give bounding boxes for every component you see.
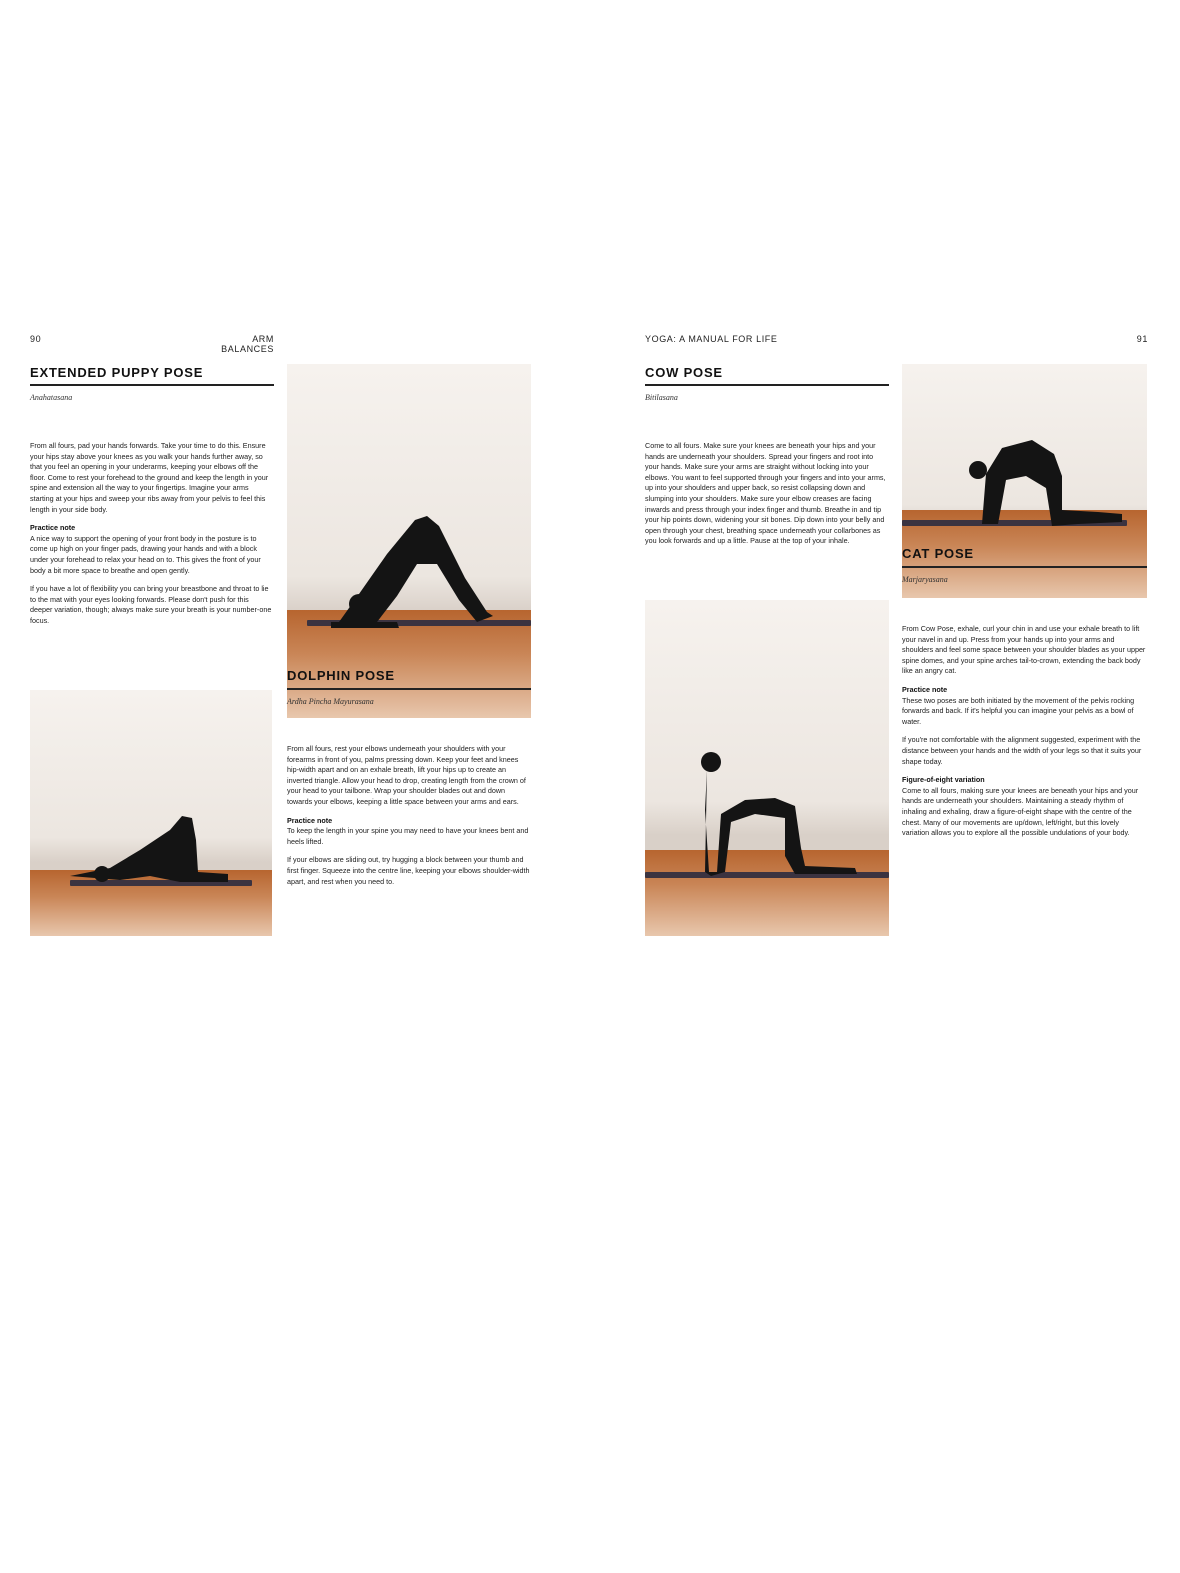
cat-note-2: If you're not comfortable with the alignment suggested, experiment with the distance between your hands and the width of your legs so that it suits your shape today. bbox=[902, 735, 1142, 766]
cat-body: From Cow Pose, exhale, curl your chin in and use your exhale breath to lift your navel in and up. Press from your hands up into your arms and shoulders and feel some space between your shoulder blades as your upper spine domes, and your spine arches tail-to-crown, extending the back body like an angry cat. bbox=[902, 624, 1146, 676]
cat-note-1: These two poses are both initiated by the movement of the pelvis rocking forwards and back. If it's helpful you can imagine your pelvis as a bowl of water. bbox=[902, 695, 1135, 726]
cow-sanskrit: Bitilasana bbox=[645, 393, 678, 402]
dolphin-pose-photo bbox=[287, 364, 531, 718]
cat-pose-photo bbox=[902, 364, 1147, 598]
left-page-number: 90 bbox=[30, 334, 42, 344]
puppy-note-2: If you have a lot of flexibility you can bring your breastbone and throat to lie to the mat with your eyes looking forwards. Please don't push for this deeper variation, though; always make sure your breath is your number-one focus. bbox=[30, 584, 272, 625]
cat-figure bbox=[902, 364, 1147, 598]
puppy-note-heading: Practice note bbox=[30, 523, 76, 533]
cat-title-rule bbox=[902, 566, 1147, 568]
dolphin-sanskrit: Ardha Pincha Mayurasana bbox=[287, 697, 374, 706]
dolphin-pose-title: DOLPHIN POSE bbox=[287, 668, 395, 683]
dolphin-figure bbox=[287, 364, 531, 718]
puppy-note-1: A nice way to support the opening of your front body in the posture is to come up high on your finger pads, drawing your hands and with a block under your forehead to relax your head on to. This gives the front of your body a bit more space to breathe and open gently. bbox=[30, 533, 261, 575]
right-running-head: YOGA: A MANUAL FOR LIFE bbox=[645, 334, 778, 344]
left-running-head: ARM BALANCES bbox=[221, 334, 274, 354]
dolphin-note-1: To keep the length in your spine you may need to have your knees bent and heels lifted. bbox=[287, 826, 529, 846]
dolphin-note-2: If your elbows are sliding out, try hugging a block between your thumb and first finger. Squeeze into the centre line, keeping your elbows shoulder-width apart, and rest when you need to. bbox=[287, 855, 530, 886]
puppy-title-rule bbox=[30, 384, 274, 386]
puppy-pose-photo bbox=[30, 690, 272, 936]
puppy-body: From all fours, pad your hands forwards. Take your time to do this. Ensure your hips stay above your knees as you walk your hands further away, so that you feel an opening in your underarms, keeping your elbows off the floor. Come to rest your forehead to the ground and keep the length in your spine and extension all the way to your fingertips. Imagine your arms starting at your hips and sweep your ribs away from your pelvis to feel this length in your side body. bbox=[30, 441, 269, 514]
dolphin-body: From all fours, rest your elbows underneath your shoulders with your forearms in front of you, palms pressing down. Keep your feet and knees hip-width apart and on an exhale breath, lift your hips up to create an inverted triangle. Allow your head to drop, creating length from the crown of your head to your tailbone. Wrap your shoulder blades out and down towards your elbows, keeping a little space between your arms and ears. bbox=[287, 744, 526, 806]
cow-title-rule bbox=[645, 384, 889, 386]
cow-pose-title: COW POSE bbox=[645, 365, 723, 380]
puppy-pose-title: EXTENDED PUPPY POSE bbox=[30, 365, 204, 380]
puppy-text-block bbox=[30, 441, 272, 635]
cat-text-block bbox=[902, 624, 1146, 847]
cow-text-block bbox=[645, 441, 889, 555]
cat-sanskrit: Marjaryasana bbox=[902, 575, 948, 584]
cow-figure bbox=[645, 600, 889, 936]
cat-pose-title: CAT POSE bbox=[902, 546, 974, 561]
variation-heading: Figure-of-eight variation bbox=[902, 775, 985, 785]
dolphin-title-rule bbox=[287, 688, 531, 690]
dolphin-text-block bbox=[287, 744, 531, 895]
puppy-figure bbox=[30, 690, 272, 936]
cow-body: Come to all fours. Make sure your knees are beneath your hips and your hands are underneath your shoulders. Spread your fingers and root into your hands. Make sure your arms are straight without locking into your elbows. You want to feel supported through your fingers and into your arms, up into your shoulders and upper back, so resist collapsing down and slumping into your shoulders. Make sure your elbow creases are facing inwards and press through your index finger and thumb. Breathe in and tip your hip points down, widening your sit bones. Dip down into your belly and open through your chest, breathing space underneath your collarbones as you look forwards and up a little. Pause at the top of your inhale. bbox=[645, 441, 886, 546]
right-page-number: 91 bbox=[1136, 334, 1148, 344]
cow-pose-photo bbox=[645, 600, 889, 936]
puppy-sanskrit: Anahatasana bbox=[30, 393, 73, 402]
variation-body: Come to all fours, making sure your knees are beneath your hips and your hands are underneath your shoulders. Maintaining a steady rhythm of inhaling and exhaling, draw a figure-of-eight shape with the centre of the chest. Many of our movements are up/down, left/right, but this lovely variation allows you to explore all the possible undulations of your body. bbox=[902, 785, 1139, 838]
dolphin-note-heading: Practice note bbox=[287, 815, 333, 825]
cat-note-heading: Practice note bbox=[902, 684, 948, 694]
